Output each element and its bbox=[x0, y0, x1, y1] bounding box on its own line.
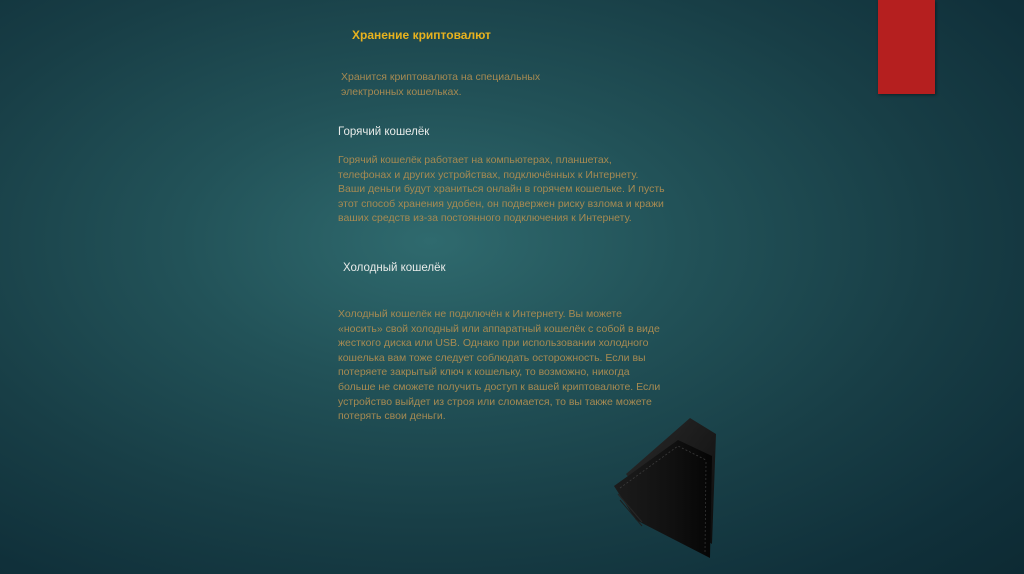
intro-text: Хранится криптовалюта на специальных электронных кошельках. bbox=[341, 71, 541, 98]
slide-title: Хранение криптовалют bbox=[352, 28, 491, 42]
hot-wallet-text: Горячий кошелёк работает на компьютерах, планшетах, телефонах и других устройствах, подключённых к Интернету. Ваши деньги будут храниться онлайн в горячем кошельке. И пусть этот способ хранения удобен, он подвержен риску взлома и кражи ваших средств из-за постоянного подключения к Интернету. bbox=[338, 154, 665, 225]
cold-wallet-heading: Холодный кошелёк bbox=[343, 262, 446, 274]
hot-wallet-heading: Горячий кошелёк bbox=[338, 126, 430, 138]
accent-tab bbox=[878, 0, 935, 94]
cold-wallet-text: Холодный кошелёк не подключён к Интернету. Вы можете «носить» свой холодный или аппаратный кошелёк с собой в виде жесткого диска или USB. Однако при использовании холодного кошелька вам тоже следует соблюдать осторожность. Если вы потеряете закрытый ключ к кошельку, то возможно, никогда больше не сможете получить доступ к вашей криптовалюте. Если устройство выйдет из строя или сломается, то вы также можете потерять свои деньги. bbox=[338, 308, 661, 423]
wallet-image bbox=[612, 416, 722, 560]
